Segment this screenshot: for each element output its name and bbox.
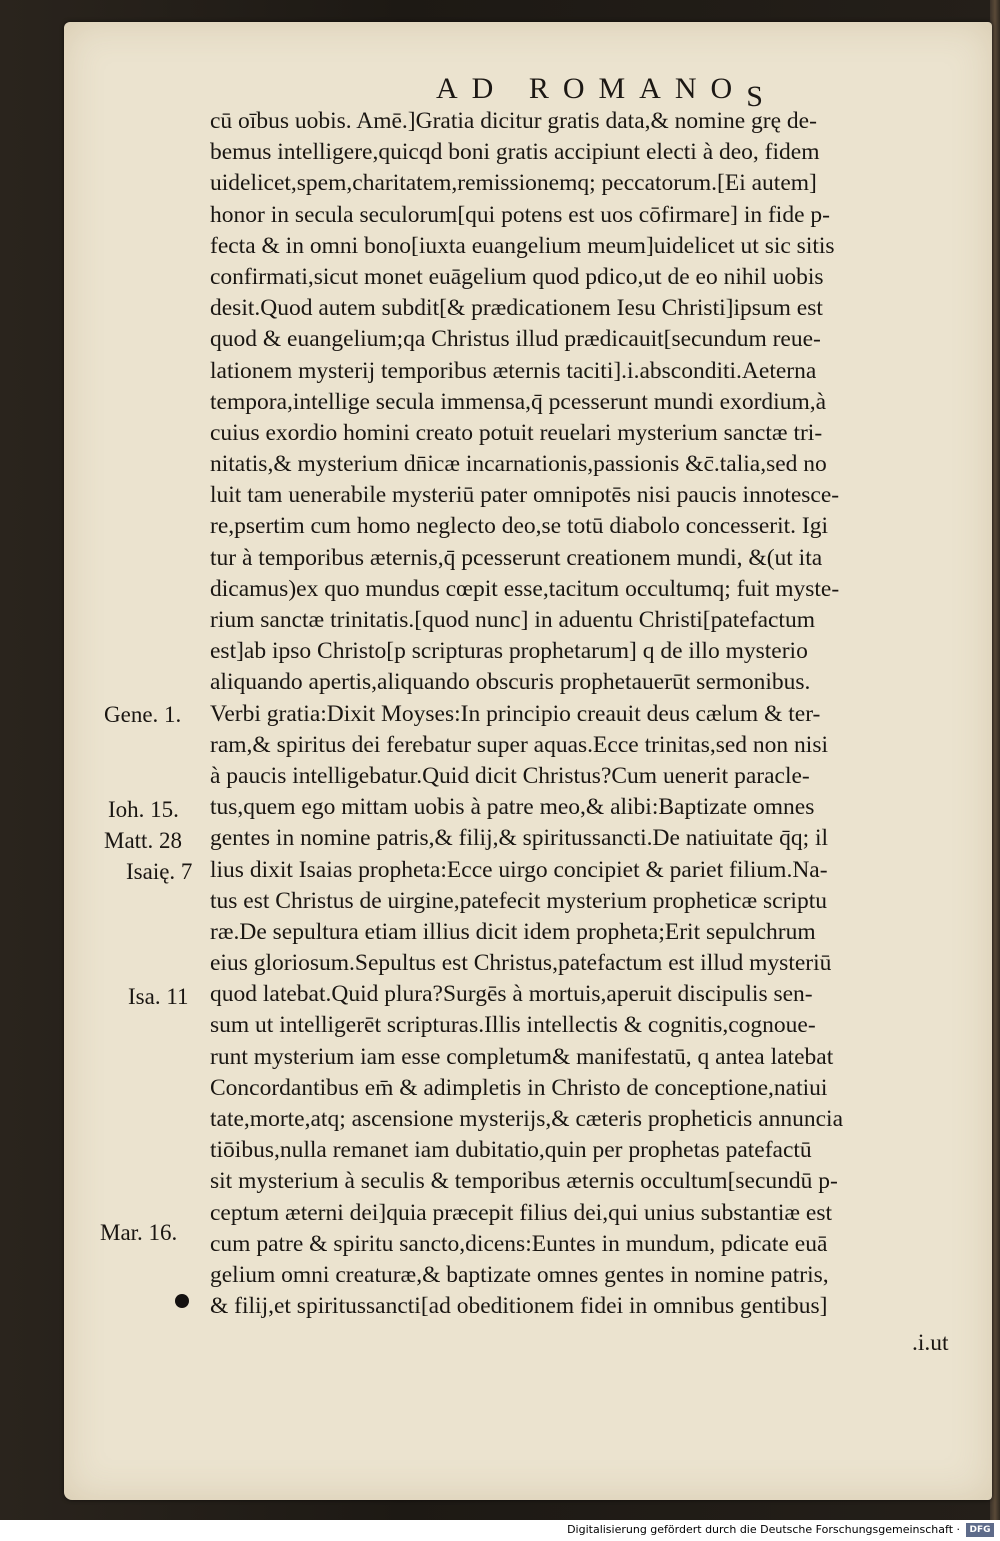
text-line: Concordantibus em̄ & adimpletis in Christo de conceptione,natiui	[210, 1074, 828, 1101]
text-line: luit tam uenerabile mysteriū pater omnipotēs nisi paucis innotesce-	[210, 482, 840, 509]
text-line: honor in secula seculorum[qui potens est uos cōfirmare] in fide p-	[210, 201, 830, 228]
text-line: rium sanctæ trinitatis.[quod nunc] in aduentu Christi[patefactum	[210, 607, 815, 633]
text-line: cum patre & spiritu sancto,dicens:Euntes in mundum, pdicate euā	[210, 1230, 828, 1257]
text-line: aliquando apertis,aliquando obscuris prophetauerūt sermonibus.	[210, 669, 811, 696]
text-line: eius gloriosum.Sepultus est Christus,patefactum est illud mysteriū	[210, 950, 832, 977]
text-line: dicamus)ex quo mundus cœpit esse,tacitum occultumq; fuit myste-	[210, 575, 840, 602]
bullet-mark	[175, 1294, 189, 1308]
text-line: bemus intelligere,quicqd boni gratis accipiunt electi à deo, fidem	[210, 139, 820, 166]
text-line: est]ab ipso Christo[p scripturas prophetarum] q de illo mysterio	[210, 638, 808, 665]
text-line: sit mysterium à seculis & temporibus æternis occultum[secundū p-	[210, 1168, 838, 1195]
text-line: lius dixit Isaias propheta:Ecce uirgo concipiet & pariet filium.Na-	[210, 856, 828, 883]
folio: S	[746, 80, 763, 113]
text-line: cū oībus uobis. Amē.]Gratia dicitur gratis data,& nomine grę de-	[210, 108, 817, 134]
running-head	[436, 72, 763, 113]
text-line: fecta & in omni bono[iuxta euangelium meum]uidelicet ut sic sitis	[210, 232, 835, 259]
text-line: à paucis intelligebatur.Quid dicit Christus?Cum uenerit paracle-	[210, 762, 810, 789]
text-line: Verbi gratia:Dixit Moyses:In principio creauit deus cælum & ter-	[210, 700, 821, 727]
marginal-note: Gene. 1.	[104, 702, 182, 727]
text-line: gelium omni creaturæ,& baptizate omnes gentes in nomine patris,	[210, 1261, 829, 1288]
text-line: tempora,intellige secula immensa,q̄ pcesserunt mundi exordium,à	[210, 388, 827, 415]
footer-bar	[0, 1520, 1000, 1541]
text-line: tus est Christus de uirgine,patefecit mysterium propheticæ scriptu	[210, 887, 827, 914]
text-line: & filij,et spiritussancti[ad obeditionem fidei in omnibus gentibus]	[210, 1293, 828, 1320]
text-line: gentes in nomine patris,& filij,& spiritussancti.De natiuitate q̄q; il	[210, 825, 829, 852]
text-line: ram,& spiritus dei ferebatur super aquas.Ecce trinitas,sed non nisi	[210, 731, 828, 758]
dfg-logo-icon: DFG	[966, 1523, 994, 1537]
running-title: AD ROMANO	[436, 72, 747, 105]
text-line: cuius exordio homini creato potuit reuelari mysterium sanctæ tri-	[210, 419, 823, 446]
text-line: nitatis,& mysterium dn̄icæ incarnationis,passionis &c̄.talia,sed no	[210, 451, 827, 478]
text-line: ceptum æterni dei]quia præcepit filius dei,qui unius substantiæ est	[210, 1199, 833, 1226]
text-line: tiōibus,nulla remanet iam dubitatio,quin per prophetas patefactū	[210, 1137, 812, 1164]
text-line: tate,morte,atq; ascensione mysterijs,& cæteris propheticis annuncia	[210, 1106, 844, 1132]
text-line: uidelicet,spem,charitatem,remissionemq; peccatorum.[Ei autem]	[210, 170, 817, 197]
text-line: quod & euangelium;qa Christus illud prædicauit[secundum reue-	[210, 326, 821, 353]
marginal-note: Matt. 28	[104, 828, 182, 853]
text-line: quod latebat.Quid plura?Surgēs à mortuis,aperuit discipulis sen-	[210, 981, 813, 1008]
text-line: runt mysterium iam esse completum& manifestatū, q antea latebat	[210, 1043, 834, 1070]
catchword: .i.ut	[912, 1330, 949, 1356]
text-line: confirmati,sicut monet euāgelium quod pdico,ut de eo nihil uobis	[210, 263, 824, 290]
marginal-note: Isaię. 7	[126, 859, 193, 884]
text-line: lationem mysterij temporibus æternis taciti].i.absconditi.Aeterna	[210, 357, 817, 384]
marginal-note: Ioh. 15.	[108, 797, 179, 822]
text-line: tur à temporibus æternis,q̄ pcesserunt creationem mundi, &(ut ita	[210, 544, 823, 571]
marginal-note: Mar. 16.	[100, 1220, 178, 1245]
text-line: sum ut intelligerēt scripturas.Illis intellectis & cognitis,cognoue-	[210, 1012, 816, 1039]
funding-credit: Digitalisierung gefördert durch die Deutsche Forschungsgemeinschaft ·	[567, 1523, 960, 1536]
text-line: re,psertim cum homo neglecto deo,se totū diabolo concesserit. Igi	[210, 513, 829, 540]
marginal-note: Isa. 11	[128, 984, 189, 1009]
text-block	[210, 106, 982, 1322]
text-line: desit.Quod autem subdit[& prædicationem Iesu Christi]ipsum est	[210, 295, 823, 322]
text-line: tus,quem ego mittam uobis à patre meo,& alibi:Baptizate omnes	[210, 794, 815, 821]
text-line: ræ.De sepultura etiam illius dicit idem propheta;Erit sepulchrum	[210, 918, 816, 945]
